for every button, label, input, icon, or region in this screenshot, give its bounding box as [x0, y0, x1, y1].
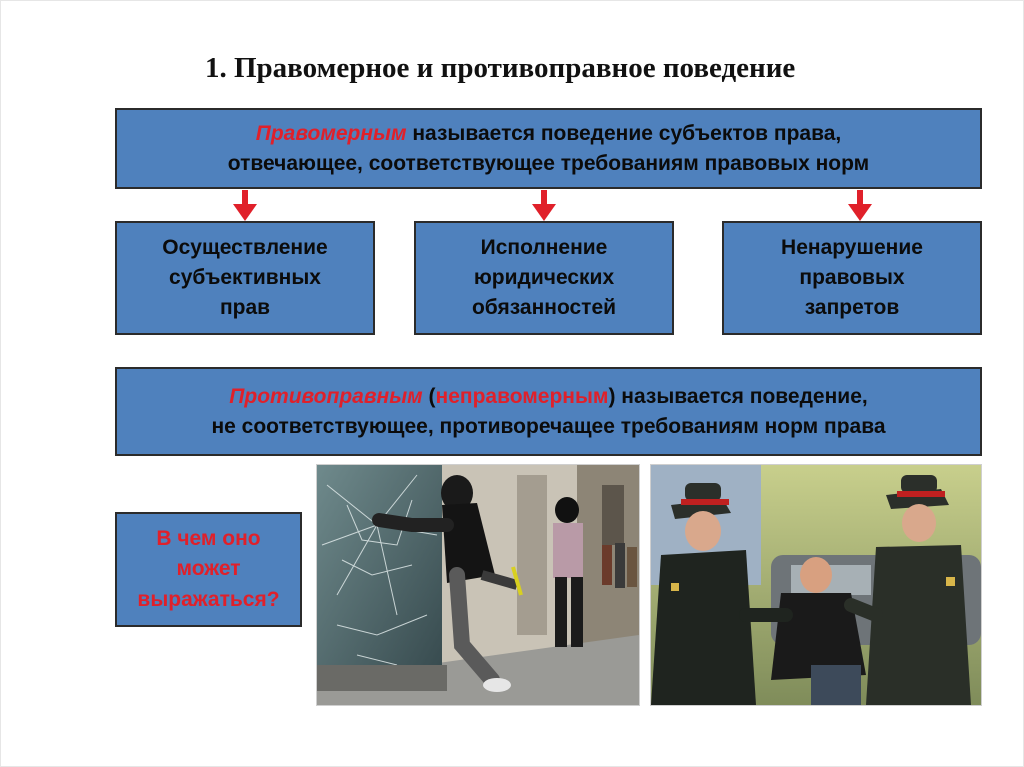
vandalism-photo: [316, 464, 640, 706]
form-line: Ненарушение: [781, 236, 923, 260]
unlawful-definition-text-1: называется поведение,: [615, 384, 868, 408]
unlawful-synonym: неправомерным: [435, 384, 609, 408]
form-line: Исполнение: [480, 236, 608, 260]
lawful-definition-text-2: отвечающее, соответствующее требованиям правовых норм: [227, 151, 870, 175]
question-line: может: [176, 557, 241, 581]
form-line: обязанностей: [471, 295, 617, 319]
slide-title: 1. Правомерное и противоправное поведение: [205, 52, 796, 84]
arrow-down-icon: [231, 190, 259, 222]
form-box-fulfill-duties: [414, 221, 674, 335]
unlawful-definition-box: [115, 367, 982, 456]
paren-close: ): [608, 384, 616, 408]
form-line: субъективных: [169, 266, 321, 290]
unlawful-term: Противоправным: [229, 384, 423, 408]
question-line: выражаться?: [137, 587, 280, 611]
lawful-definition-text-1: называется поведение субъектов права,: [406, 121, 842, 145]
form-line: правовых: [799, 266, 905, 290]
police-arrest-photo: [650, 464, 982, 706]
form-line: запретов: [804, 295, 900, 319]
form-line: прав: [219, 295, 271, 319]
question-line: В чем оно: [156, 526, 261, 550]
arrow-down-icon: [846, 190, 874, 222]
form-box-observe-prohibitions: [722, 221, 982, 335]
lawful-definition-box: [115, 108, 982, 189]
arrow-down-icon: [530, 190, 558, 222]
form-line: юридических: [473, 266, 615, 290]
lawful-term: Правомерным: [255, 121, 407, 145]
form-line: Осуществление: [162, 236, 328, 260]
unlawful-definition-text-2: не соответствующее, противоречащее требованиям норм права: [211, 414, 886, 438]
form-box-exercise-rights: [115, 221, 375, 335]
question-box: [115, 512, 302, 627]
paren-open: (: [422, 384, 436, 408]
